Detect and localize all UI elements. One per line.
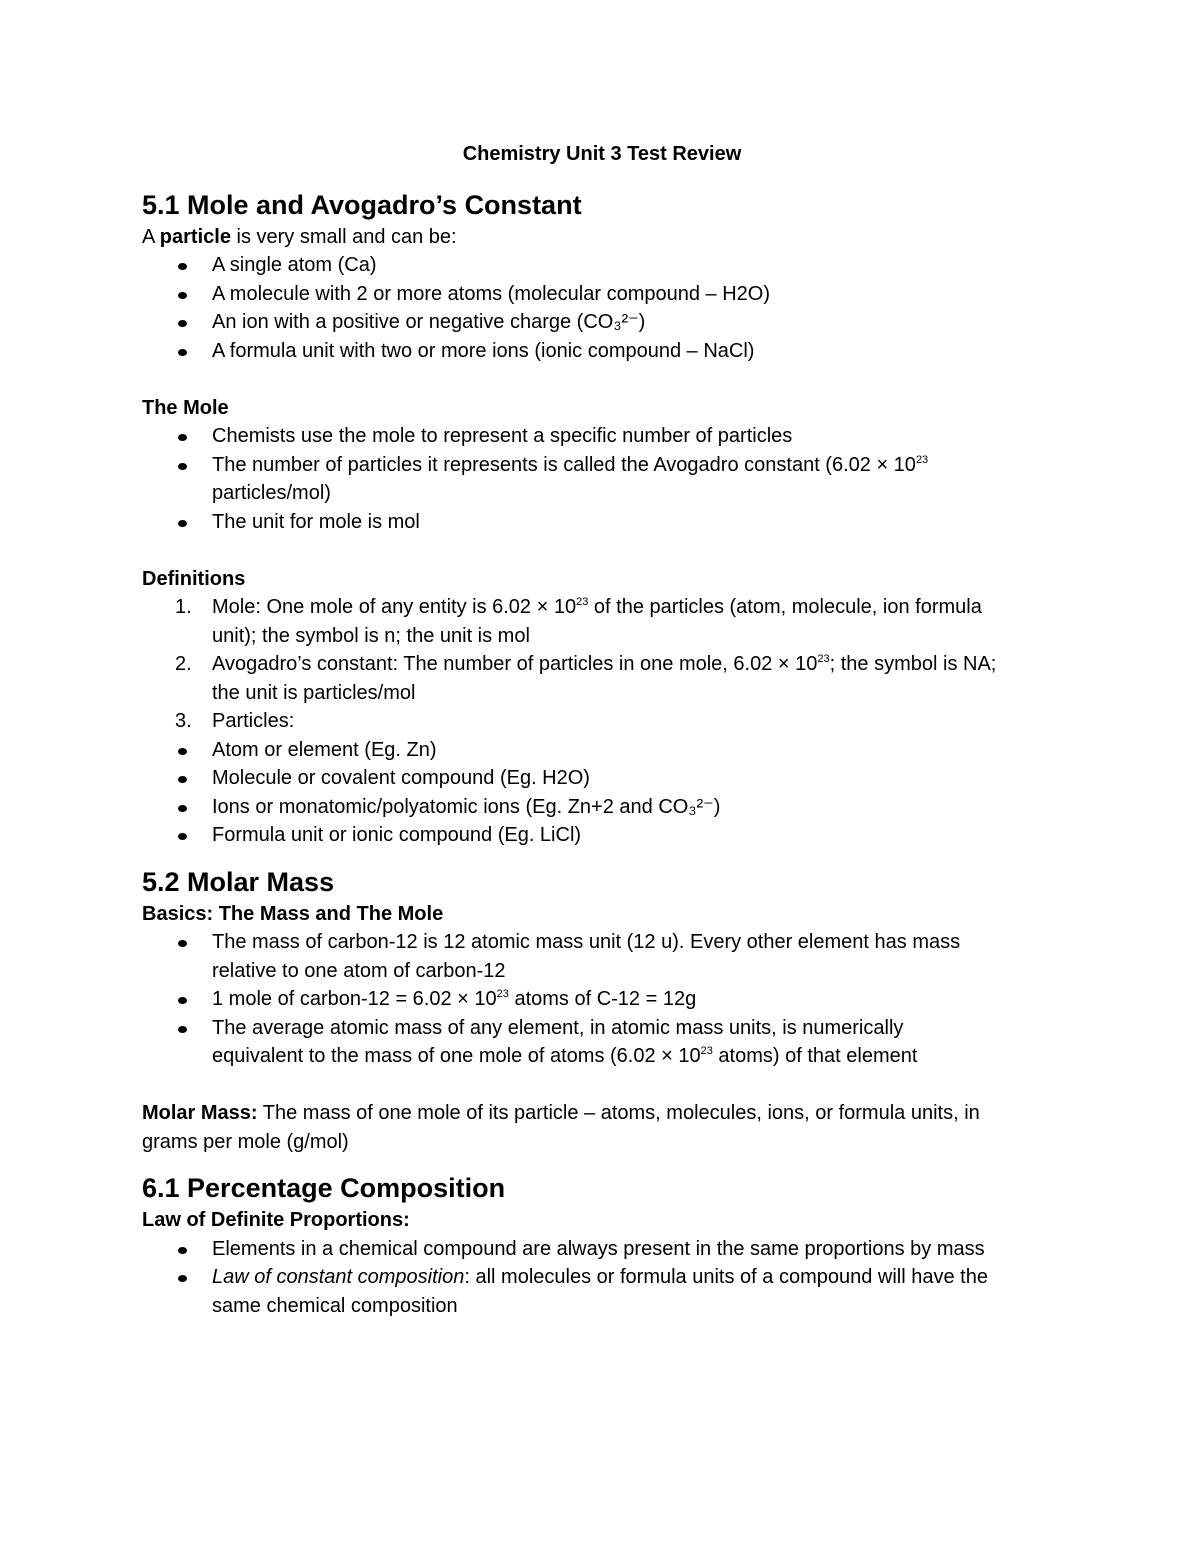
def-text: ; the symbol is NA; [829, 653, 997, 675]
list-item [142, 985, 1062, 1014]
section-5-2-heading: 5.2 Molar Mass [142, 866, 335, 897]
section-5-1-heading: 5.1 Mole and Avogadro’s Constant [142, 189, 582, 220]
list-item [142, 928, 1062, 985]
list-item: A single atom (Ca) [142, 251, 1062, 280]
def-text: the unit is particles/mol [212, 681, 416, 704]
particle-intro [142, 223, 1062, 252]
list-item: The unit for mole is mol [142, 508, 1062, 537]
law-text: : all molecules or formula units of a compound will have the [464, 1266, 988, 1288]
molar-mass-definition [142, 1099, 1062, 1156]
list-item [142, 707, 1062, 736]
list-item [142, 1014, 1062, 1071]
list-item: Elements in a chemical compound are always present in the same proportions by mass [142, 1235, 1062, 1264]
mole-list [142, 422, 1062, 536]
basics-text: 1 mole of carbon-12 = 6.02 × 10 [212, 988, 497, 1010]
definitions-heading: Definitions [142, 567, 246, 590]
particle-types-list [142, 736, 1062, 850]
def-text: unit); the symbol is n; the unit is mol [212, 624, 530, 647]
law-heading: Law of Definite Proportions: [142, 1209, 410, 1231]
basics-text: relative to one atom of carbon-12 [212, 959, 506, 982]
mole-text-cont: particles/mol) [212, 482, 331, 504]
basics-text: The mass of carbon-12 is 12 atomic mass unit (12 u). Every other element has mass [212, 931, 961, 953]
list-item: Formula unit or ionic compound (Eg. LiCl) [142, 821, 1062, 850]
molar-mass-text: The mass of one mole of its particle – atoms, molecules, ions, or formula units, in [257, 1102, 980, 1124]
document-title: Chemistry Unit 3 Test Review [462, 143, 742, 165]
basics-heading: Basics: The Mass and The Mole [142, 902, 444, 925]
def-text: of the particles (atom, molecule, ion formula [588, 596, 982, 618]
def-text: Avogadro’s constant: The number of particles in one mole, 6.02 × 10 [212, 653, 818, 675]
list-item: A molecule with 2 or more atoms (molecular compound – H2O) [142, 280, 1062, 309]
section-6-1-heading: 6.1 Percentage Composition [142, 1173, 506, 1203]
mole-text: The number of particles it represents is called the Avogadro constant (6.02 × 10 [212, 453, 916, 476]
particle-list [142, 251, 1062, 365]
definitions-list [142, 593, 1062, 736]
list-item [142, 451, 1062, 508]
def-text: Particles: [212, 710, 295, 732]
basics-text: atoms) of that element [712, 1045, 918, 1067]
intro-text: A [142, 225, 160, 248]
law-list [142, 1235, 1062, 1321]
list-item: Molecule or covalent compound (Eg. H2O) [142, 764, 1062, 793]
list-item [142, 593, 1062, 650]
italic-term: Law of constant composition [212, 1266, 465, 1288]
list-item: Ions or monatomic/polyatomic ions (Eg. Zn+2 and CO₃²⁻) [142, 793, 1062, 822]
exponent: 23 [496, 988, 509, 1000]
the-mole-heading: The Mole [142, 396, 229, 419]
item-number: 1. [175, 596, 192, 618]
item-number: 3. [175, 710, 192, 732]
intro-text-end: is very small and can be: [230, 225, 457, 248]
list-item [142, 650, 1062, 707]
basics-text: equivalent to the mass of one mole of atoms (6.02 × 10 [212, 1045, 701, 1067]
law-text: same chemical composition [212, 1294, 458, 1317]
exponent: 23 [817, 653, 830, 665]
molar-mass-text: grams per mole (g/mol) [142, 1130, 349, 1153]
basics-text: atoms of C-12 = 12g [508, 988, 697, 1010]
molar-mass-label: Molar Mass: [142, 1102, 258, 1124]
intro-bold-term: particle [159, 225, 231, 248]
basics-text: The average atomic mass of any element, in atomic mass units, is numerically [212, 1016, 904, 1039]
list-item: Chemists use the mole to represent a specific number of particles [142, 422, 1062, 451]
exponent: 23 [700, 1045, 713, 1057]
exponent: 23 [915, 453, 929, 466]
item-number: 2. [175, 653, 192, 675]
list-item: Atom or element (Eg. Zn) [142, 736, 1062, 765]
list-item [142, 1263, 1062, 1320]
document-content [142, 140, 1062, 1320]
list-item: An ion with a positive or negative charge (CO₃²⁻) [142, 308, 1062, 337]
list-item: A formula unit with two or more ions (ionic compound – NaCl) [142, 337, 1062, 366]
basics-list [142, 928, 1062, 1071]
def-text: Mole: One mole of any entity is 6.02 × 10 [212, 596, 577, 618]
exponent: 23 [576, 596, 589, 608]
